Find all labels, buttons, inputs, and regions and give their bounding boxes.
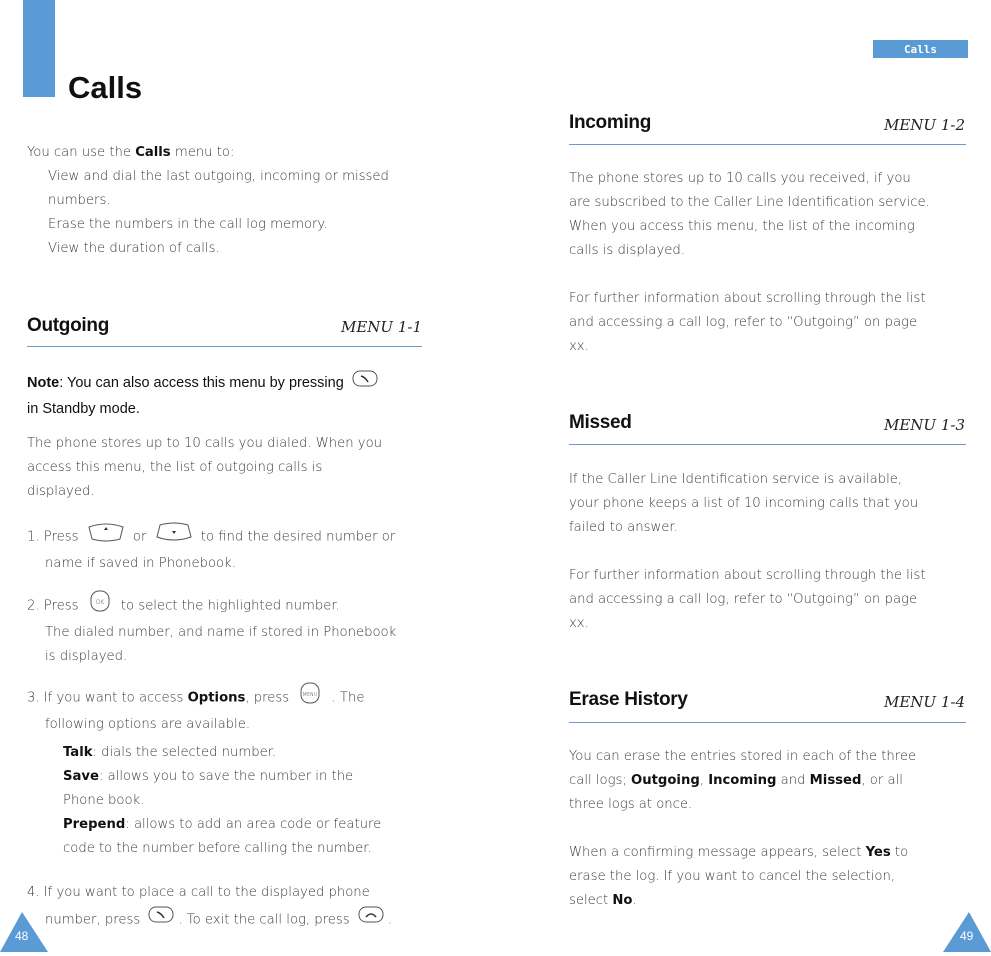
outgoing-menu-code: MENU 1-1 [341, 318, 422, 336]
ok-key-icon [87, 590, 113, 621]
missed-paragraph-2: For further information about scrolling through the list and accessing a call log, refer to “Outgoing” on page xx. [569, 568, 926, 631]
erase-paragraph-2: When a confirming message appears, select Yes to erase the log. If you want to cancel the selection, select No. [569, 845, 909, 908]
erase-history-rule [569, 722, 966, 723]
send-key-icon-2 [148, 905, 174, 934]
outgoing-rule [27, 346, 422, 347]
erase-history-heading: Erase History [569, 689, 688, 710]
erase-history-menu-code: MENU 1-4 [884, 693, 965, 711]
missed-heading: Missed [569, 412, 632, 433]
send-key-icon [352, 369, 378, 397]
incoming-heading: Incoming [569, 112, 652, 133]
svg-text:MENU: MENU [302, 692, 318, 698]
erase-paragraph-1: You can erase the entries stored in each of the three call logs; Outgoing, Incoming and Missed, or all three logs at once. [569, 749, 917, 812]
up-nav-key-icon [87, 521, 125, 552]
left-page-number: 48 [15, 929, 29, 943]
page-title: Calls [68, 70, 143, 105]
missed-rule [569, 444, 966, 445]
note-text: Note: You can also access this menu by pressing in Standby mode. [27, 369, 427, 421]
menu-key-icon [297, 682, 323, 713]
incoming-menu-code: MENU 1-2 [884, 116, 965, 134]
step-1: 1. Press or to find the desired number or name if saved in Phonebook. [27, 521, 437, 576]
left-tab-marker [23, 0, 55, 97]
right-tab-label: Calls [873, 40, 968, 58]
step-3: 3. If you want to access Options, press MENU . The following options are available. [27, 682, 437, 737]
down-nav-key-icon [155, 521, 193, 552]
right-page-number: 49 [960, 929, 974, 943]
step-2: 2. Press OK to select the highlighted number. The dialed number, and name if stored in Phonebook is displayed. [27, 590, 437, 669]
incoming-rule [569, 144, 966, 145]
options-list: Talk: dials the selected number. Save: allows you to save the number in the Phone book. Prepend: allows to add an area code or feature code to the number before calling the number. [63, 745, 382, 856]
intro-bullets: View and dial the last outgoing, incoming or missed numbers. Erase the numbers in the call log memory. View the duration of calls. [48, 169, 389, 256]
svg-text:OK: OK [95, 599, 105, 606]
missed-paragraph-1: If the Caller Line Identification service is available, your phone keeps a list of 10 incoming calls that you failed to answer. [569, 472, 919, 535]
intro-text: You can use the Calls menu to: [27, 145, 235, 160]
end-key-icon [358, 905, 384, 934]
outgoing-heading: Outgoing [27, 315, 110, 336]
incoming-paragraph-1: The phone stores up to 10 calls you received, if you are subscribed to the Caller Line Identification service. When you access this menu, the list of the incoming calls is displayed. [569, 171, 930, 258]
incoming-paragraph-2: For further information about scrolling through the list and accessing a call log, refer to “Outgoing” on page xx. [569, 291, 926, 354]
missed-menu-code: MENU 1-3 [884, 416, 965, 434]
step-4: 4. If you want to place a call to the displayed phone number, press . To exit the call log, press . [27, 881, 447, 934]
outgoing-paragraph: The phone stores up to 10 calls you dialed. When you access this menu, the list of outgoing calls is displayed. [27, 436, 383, 499]
